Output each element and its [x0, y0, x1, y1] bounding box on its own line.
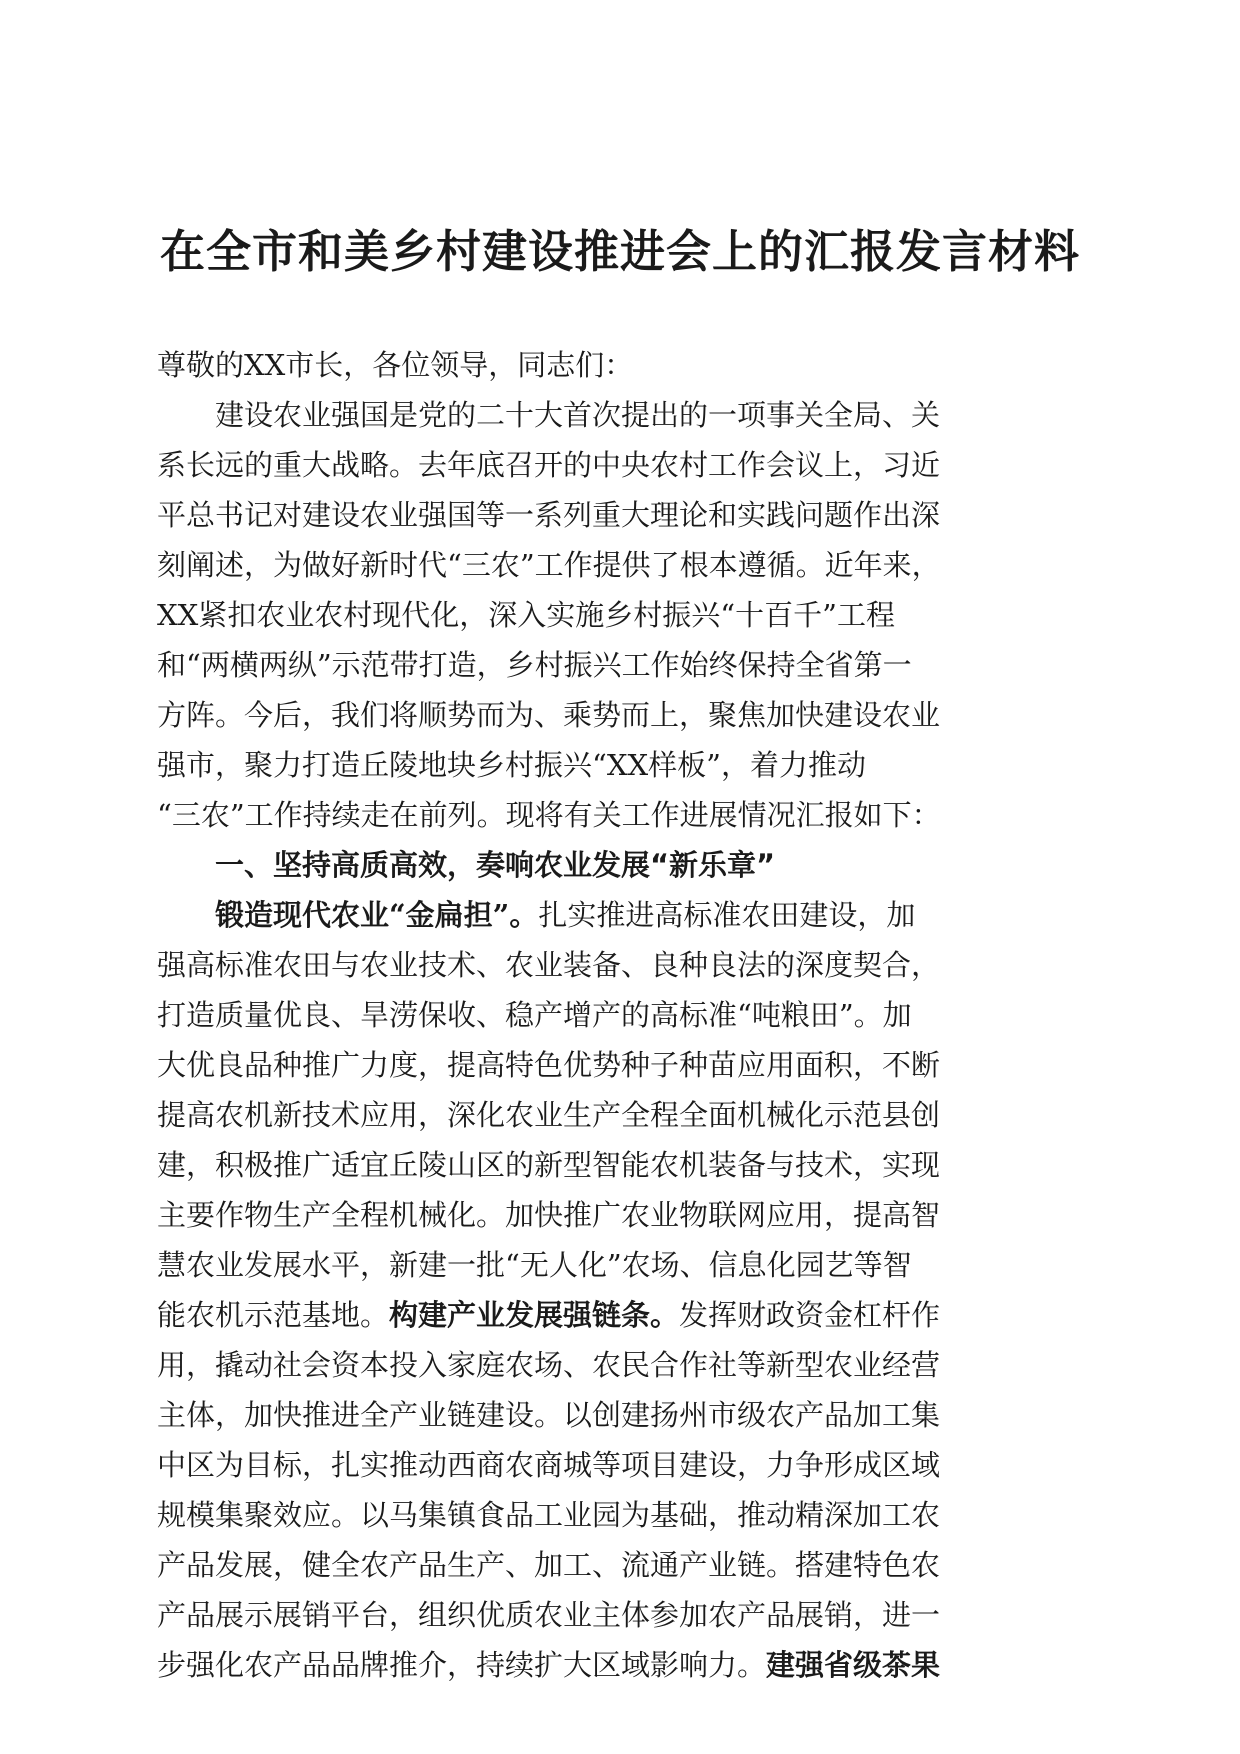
bold-lead: 构建产业发展强链条。 [389, 1298, 680, 1332]
paragraph-line: 建设农业强国是党的二十大首次提出的一项事关全局、关 [215, 398, 941, 432]
paragraph-line: 系长远的重大战略。去年底召开的中央农村工作会议上，习近 [157, 448, 941, 482]
paragraph-line: 强市，聚力打造丘陵地块乡村振兴“XX样板”，着力推动 [157, 748, 866, 782]
paragraph-line: 大优良品种推广力度，提高特色优势种子种苗应用面积，不断 [157, 1048, 941, 1082]
paragraph-text: 能农机示范基地。 [157, 1298, 390, 1332]
paragraph-line [157, 1640, 1082, 1690]
paragraph-line: XX紧扣农业农村现代化，深入实施乡村振兴“十百千”工程 [157, 598, 895, 632]
paragraph-line: 主要作物生产全程机械化。加快推广农业物联网应用，提高智 [157, 1198, 941, 1232]
salutation: 尊敬的XX市长，各位领导，同志们： [157, 348, 634, 382]
paragraph-line: “三农”工作持续走在前列。现将有关工作进展情况汇报如下： [157, 798, 941, 832]
paragraph-text: 步强化农产品品牌推介，持续扩大区域影响力。 [157, 1648, 767, 1682]
paragraph-line [157, 890, 1082, 940]
bold-lead: 建强省级茶果 [766, 1648, 941, 1682]
paragraph-line [157, 1290, 1082, 1340]
paragraph-text: 发挥财政资金杠杆作 [679, 1298, 941, 1332]
paragraph-line: 平总书记对建设农业强国等一系列重大理论和实践问题作出深 [157, 498, 941, 532]
paragraph-line: 规模集聚效应。以马集镇食品工业园为基础，推动精深加工农 [157, 1498, 941, 1532]
paragraph-line: 主体，加快推进全产业链建设。以创建扬州市级农产品加工集 [157, 1398, 941, 1432]
paragraph-line: 刻阐述，为做好新时代“三农”工作提供了根本遵循。近年来， [157, 548, 941, 582]
paragraph-line: 用，撬动社会资本投入家庭农场、农民合作社等新型农业经营 [157, 1348, 941, 1382]
paragraph-line: 和“两横两纵”示范带打造，乡村振兴工作始终保持全省第一 [157, 648, 912, 682]
paragraph-line: 强高标准农田与农业技术、农业装备、良种良法的深度契合， [157, 948, 941, 982]
paragraph-line: 慧农业发展水平，新建一批“无人化”农场、信息化园艺等智 [157, 1248, 912, 1282]
document-title: 在全市和美乡村建设推进会上的汇报发言材料 [159, 225, 1080, 278]
document-body [157, 340, 1082, 1690]
paragraph-line: 打造质量优良、旱涝保收、稳产增产的高标准“吨粮田”。加 [157, 998, 912, 1032]
paragraph-line: 建，积极推广适宜丘陵山区的新型智能农机装备与技术，实现 [157, 1148, 941, 1182]
paragraph-line: 中区为目标，扎实推动西商农商城等项目建设，力争形成区域 [157, 1448, 941, 1482]
section-heading: 一、坚持高质高效，奏响农业发展“新乐章” [215, 848, 776, 882]
paragraph-line: 产品展示展销平台，组织优质农业主体参加农产品展销，进一 [157, 1598, 941, 1632]
paragraph-line: 产品发展，健全农产品生产、加工、流通产业链。搭建特色农 [157, 1548, 941, 1582]
bold-lead: 锻造现代农业“金扁担”。 [215, 898, 539, 932]
paragraph-line: 提高农机新技术应用，深化农业生产全程全面机械化示范县创 [157, 1098, 941, 1132]
paragraph-text: 扎实推进高标准农田建设，加 [538, 898, 916, 932]
paragraph-line: 方阵。今后，我们将顺势而为、乘势而上，聚焦加快建设农业 [157, 698, 941, 732]
